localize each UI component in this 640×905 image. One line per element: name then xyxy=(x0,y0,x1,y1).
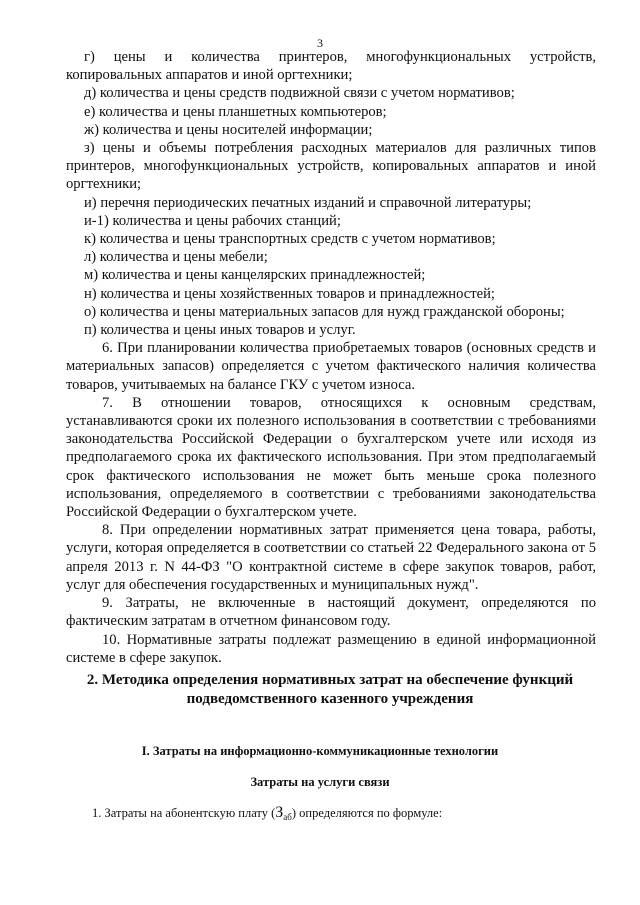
list-item: о) количества и цены материальных запасов для нужд гражданской обороны; xyxy=(84,303,565,320)
formula-intro-text: 1. Затраты на абонентскую плату xyxy=(92,806,268,820)
subheading-ict-costs: I. Затраты на информационно-коммуникационные технологии xyxy=(141,744,499,758)
list-item: г) цены и количества принтеров, многофункциональных устройств, копировальных аппаратов и иной оргтехники; xyxy=(66,49,596,84)
subheading-communication-costs: Затраты на услуги связи xyxy=(250,775,390,789)
list-item: з) цены и объемы потребления расходных материалов для различных типов принтеров, многофункциональных устройств, копировальных аппаратов и иной оргтехники; xyxy=(66,140,596,193)
section-title-line-2: подведомственного казенного учреждения xyxy=(186,691,474,707)
paragraph-7: 7. В отношении товаров, относящихся к основным средствам, устанавливаются сроки их полезного использования в соответствии с требованиями законодательства Российской Федерации о бухгалтерском учете или исходя из предполагаемого срока их фактического использования. При этом предполагаемый срок фактического использования не может быть меньше срока полезного использования, определяемого в соответствии с требованиями законодательства Российской Федерации о бухгалтерском учете. xyxy=(66,394,596,521)
formula-subscript: аб xyxy=(283,812,292,822)
list-item: н) количества и цены хозяйственных товаров и принадлежностей; xyxy=(84,285,495,302)
list-item: м) количества и цены канцелярских принадлежностей; xyxy=(84,267,426,284)
list-item: е) количества и цены планшетных компьютеров; xyxy=(84,103,387,120)
section-title xyxy=(80,671,580,709)
formula-outro-text: определяются по формуле: xyxy=(299,806,443,820)
document-body xyxy=(66,48,596,667)
list-item: л) количества и цены мебели; xyxy=(84,249,268,266)
list-item: ж) количества и цены носителей информации; xyxy=(84,121,373,138)
list-item: и-1) количества и цены рабочих станций; xyxy=(84,212,341,229)
paragraph-6: 6. При планировании количества приобретаемых товаров (основных средств и материальных запасов) определяется с учетом фактического наличия количества товаров, учитываемых на балансе ГКУ с учетом износа. xyxy=(66,340,596,393)
section-title-line-1: 2. Методика определения нормативных затрат на обеспечение функций xyxy=(86,672,574,688)
paragraph-8: 8. При определении нормативных затрат применяется цена товара, работы, услуги, которая определяется в соответствии со статьей 22 Федерального закона от 5 апреля 2013 г. N 44-ФЗ "О контрактной системе в сфере закупок товаров, работ, услуг для обеспечения государственных и муниципальных нужд". xyxy=(66,522,596,593)
formula-symbol: $(З_{аб})$ xyxy=(271,804,297,822)
formula-main-symbol: З xyxy=(275,804,284,821)
formula-intro-line xyxy=(92,804,442,822)
paragraph-9: 9. Затраты, не включенные в настоящий документ, определяются по фактическим затратам в отчетном финансовом году. xyxy=(66,595,596,630)
page-number: 3 xyxy=(317,36,323,50)
list-item: п) количества и цены иных товаров и услуг. xyxy=(84,322,356,339)
list-item: д) количества и цены средств подвижной связи с учетом нормативов; xyxy=(84,85,515,102)
list-item: к) количества и цены транспортных средств с учетом нормативов; xyxy=(84,231,496,248)
paragraph-10: 10. Нормативные затраты подлежат размещению в единой информационной системе в сфере закупок. xyxy=(66,631,596,666)
list-item: и) перечня периодических печатных изданий и справочной литературы; xyxy=(84,194,532,211)
